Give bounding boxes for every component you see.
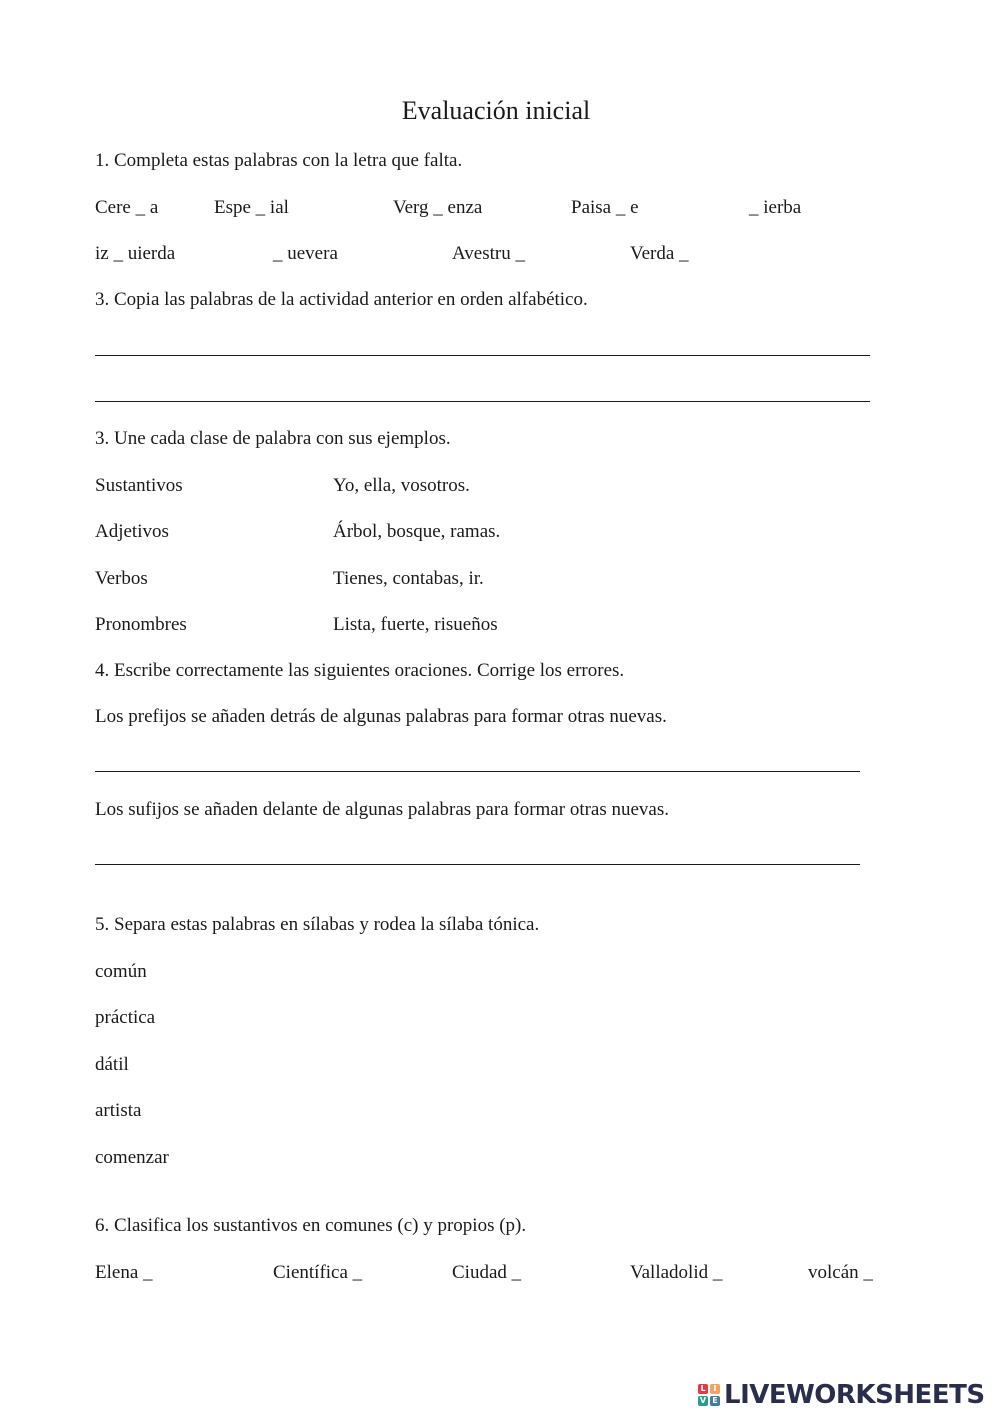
syllable-word: práctica [95,1007,156,1028]
answer-line[interactable] [95,771,860,772]
answer-line[interactable] [95,401,870,402]
word-examples[interactable]: Lista, fuerte, risueños [333,614,498,635]
fill-word: iz _ uierda [95,243,176,264]
classify-word: Científica _ [273,1262,363,1283]
logo-mark-icon: L I V E [698,1384,720,1406]
fill-word: Verg _ enza [393,197,483,218]
word-examples[interactable]: Árbol, bosque, ramas. [333,521,501,542]
fill-word: Avestru _ [452,243,525,264]
word-examples[interactable]: Yo, ella, vosotros. [333,475,470,496]
fill-word: Cere _ a [95,197,159,218]
classify-word: volcán _ [808,1262,873,1283]
question-1-prompt: 1. Completa estas palabras con la letra que falta. [95,150,463,171]
page-title: Evaluación inicial [401,96,591,125]
fill-word: Espe _ ial [214,197,289,218]
question-5-prompt: 5. Separa estas palabras en sílabas y rodea la sílaba tónica. [95,914,540,935]
liveworksheets-logo [698,1378,985,1412]
syllable-word: comenzar [95,1147,169,1168]
word-class[interactable]: Verbos [95,568,148,589]
classify-word: Ciudad _ [452,1262,522,1283]
fill-word: _ ierba [749,197,802,218]
syllable-word: común [95,961,147,982]
word-class[interactable]: Adjetivos [95,521,169,542]
answer-line[interactable] [95,355,870,356]
classify-word: Elena _ [95,1262,153,1283]
classify-word: Valladolid _ [630,1262,723,1283]
word-class[interactable]: Pronombres [95,614,187,635]
fill-word: Verda _ [630,243,689,264]
sentence: Los sufijos se añaden delante de algunas palabras para formar otras nuevas. [95,799,670,820]
question-4-prompt: 4. Escribe correctamente las siguientes oraciones. Corrige los errores. [95,660,625,681]
question-6-prompt: 6. Clasifica los sustantivos en comunes (c) y propios (p). [95,1215,527,1236]
syllable-word: dátil [95,1054,129,1075]
question-3a-prompt: 3. Copia las palabras de la actividad anterior en orden alfabético. [95,289,588,310]
fill-word: _ uevera [273,243,338,264]
word-examples[interactable]: Tienes, contabas, ir. [333,568,484,589]
sentence: Los prefijos se añaden detrás de algunas palabras para formar otras nuevas. [95,706,667,727]
answer-line[interactable] [95,864,860,865]
syllable-word: artista [95,1100,142,1121]
logo-text: LIVEWORKSHEETS [724,1380,985,1410]
word-class[interactable]: Sustantivos [95,475,183,496]
fill-word: Paisa _ e [571,197,639,218]
question-3b-prompt: 3. Une cada clase de palabra con sus ejemplos. [95,428,451,449]
